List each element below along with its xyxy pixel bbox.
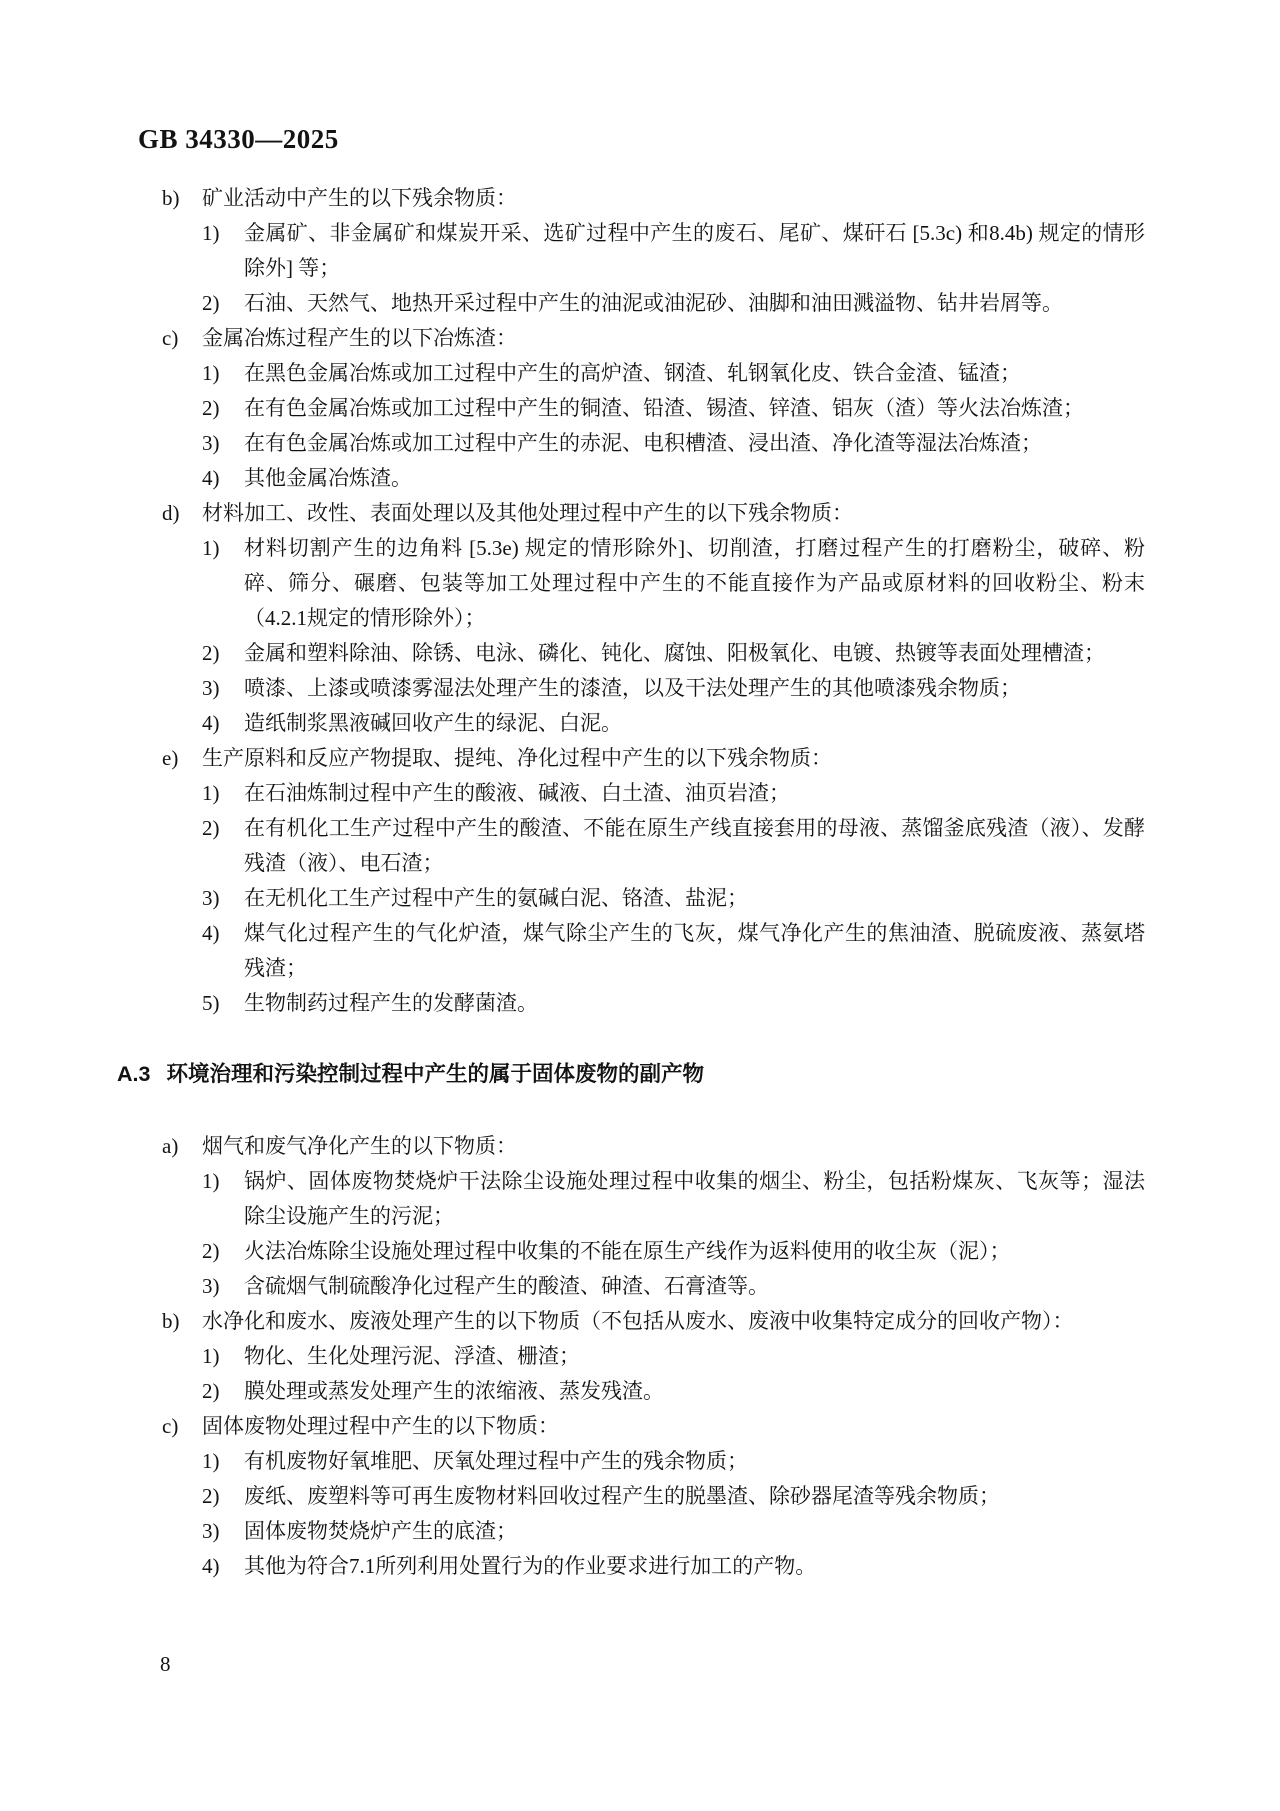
list-item-b (162, 181, 1145, 216)
list-item-c2 (162, 1409, 1145, 1444)
list-item-label: e) (162, 746, 179, 770)
subitem-label: 1) (202, 221, 220, 245)
list-subitem (202, 356, 1145, 391)
subitem-text: 金属和塑料除油、除锈、电泳、磷化、钝化、腐蚀、阳极氧化、电镀、热镀等表面处理槽渣； (244, 641, 1105, 665)
list-item-text: 固体废物处理过程中产生的以下物质： (202, 1414, 559, 1438)
list-item-text: 水净化和废水、废液处理产生的以下物质（不包括从废水、废液中收集特定成分的回收产物）： (202, 1309, 1074, 1333)
subitem-label: 4) (202, 711, 220, 735)
list-subitem (202, 426, 1145, 461)
list-subitem (202, 811, 1145, 881)
subitem-text: 锅炉、固体废物焚烧炉干法除尘设施处理过程中收集的烟尘、粉尘，包括粉煤灰、飞灰等；湿法除尘设施产生的污泥； (244, 1169, 1145, 1228)
subitem-label: 1) (202, 1169, 220, 1193)
subitem-text: 物化、生化处理污泥、浮渣、栅渣； (244, 1344, 580, 1368)
standard-number: GB 34330—2025 (138, 124, 339, 154)
list-subitem (202, 636, 1145, 671)
subitem-label: 2) (202, 1379, 220, 1403)
subitem-text: 有机废物好氧堆肥、厌氧处理过程中产生的残余物质； (244, 1449, 748, 1473)
list-subitem (202, 531, 1145, 636)
list-item-text: 矿业活动中产生的以下残余物质： (202, 186, 517, 210)
list-subitem (202, 776, 1145, 811)
subitem-text: 在有机化工生产过程中产生的酸渣、不能在原生产线直接套用的母液、蒸馏釜底残渣（液）、发酵残渣（液）、电石渣； (244, 816, 1145, 875)
subitem-label: 1) (202, 1449, 220, 1473)
list-subitem (202, 1164, 1145, 1234)
list-subitem (202, 1444, 1145, 1479)
list-subitem (202, 1234, 1145, 1269)
list-item-label: b) (162, 1309, 180, 1333)
subitem-text: 固体废物焚烧炉产生的底渣； (244, 1519, 517, 1543)
list-item-text: 生产原料和反应产物提取、提纯、净化过程中产生的以下残余物质： (202, 746, 832, 770)
list-subitem (202, 706, 1145, 741)
page-number: 8 (160, 1652, 171, 1676)
list-subitem (202, 1339, 1145, 1374)
list-item-label: d) (162, 501, 180, 525)
subitem-text: 生物制药过程产生的发酵菌渣。 (244, 991, 538, 1015)
list-subitem (202, 461, 1145, 496)
subitem-label: 1) (202, 361, 220, 385)
list-item-e (162, 741, 1145, 776)
subitem-text: 废纸、废塑料等可再生废物材料回收过程产生的脱墨渣、除砂器尾渣等残余物质； (244, 1484, 1000, 1508)
subitem-label: 2) (202, 291, 220, 315)
subitem-text: 金属矿、非金属矿和煤炭开采、选矿过程中产生的废石、尾矿、煤矸石 [5.3c) 和8.4b) 规定的情形除外] 等； (244, 221, 1146, 280)
list-item-a (162, 1129, 1145, 1164)
subitem-text: 其他金属冶炼渣。 (244, 466, 412, 490)
subitem-label: 3) (202, 1274, 220, 1298)
list-subitem (202, 1479, 1145, 1514)
subitem-label: 5) (202, 991, 220, 1015)
subitem-text: 造纸制浆黑液碱回收产生的绿泥、白泥。 (244, 711, 622, 735)
subitem-text: 在黑色金属冶炼或加工过程中产生的高炉渣、钢渣、轧钢氧化皮、铁合金渣、锰渣； (244, 361, 1021, 385)
list-item-b2 (162, 1304, 1145, 1339)
list-subitem (202, 1374, 1145, 1409)
list-item-c (162, 321, 1145, 356)
section-heading-label: A.3 (117, 1062, 151, 1086)
list-subitem (202, 391, 1145, 426)
subitem-label: 1) (202, 1344, 220, 1368)
subitem-text: 在石油炼制过程中产生的酸液、碱液、白土渣、油页岩渣； (244, 781, 790, 805)
list-item-label: c) (162, 1414, 179, 1438)
subitem-label: 3) (202, 431, 220, 455)
list-item-label: b) (162, 186, 180, 210)
subitem-text: 在无机化工生产过程中产生的氨碱白泥、铬渣、盐泥； (244, 886, 748, 910)
list-item-text: 金属冶炼过程产生的以下冶炼渣： (202, 326, 517, 350)
subitem-text: 在有色金属冶炼或加工过程中产生的赤泥、电积槽渣、浸出渣、净化渣等湿法冶炼渣； (244, 431, 1042, 455)
section-heading-a3 (117, 1059, 1145, 1089)
subitem-text: 煤气化过程产生的气化炉渣，煤气除尘产生的飞灰，煤气净化产生的焦油渣、脱硫废液、蒸氨塔残渣； (244, 921, 1145, 980)
subitem-text: 喷漆、上漆或喷漆雾湿法处理产生的漆渣，以及干法处理产生的其他喷漆残余物质； (244, 676, 1021, 700)
subitem-label: 2) (202, 1484, 220, 1508)
list-item-d (162, 496, 1145, 531)
subitem-text: 其他为符合7.1所列利用处置行为的作业要求进行加工的产物。 (244, 1554, 817, 1578)
list-subitem (202, 286, 1145, 321)
subitem-label: 3) (202, 886, 220, 910)
subitem-text: 在有色金属冶炼或加工过程中产生的铜渣、铅渣、锡渣、锌渣、铝灰（渣）等火法冶炼渣； (244, 396, 1084, 420)
list-subitem (202, 881, 1145, 916)
list-subitem (202, 986, 1145, 1021)
list-subitem (202, 671, 1145, 706)
list-item-text: 材料加工、改性、表面处理以及其他处理过程中产生的以下残余物质： (202, 501, 853, 525)
subitem-text: 石油、天然气、地热开采过程中产生的油泥或油泥砂、油脚和油田溅溢物、钻井岩屑等。 (244, 291, 1063, 315)
list-item-label: a) (162, 1134, 179, 1158)
subitem-label: 2) (202, 396, 220, 420)
list-subitem (202, 216, 1145, 286)
subitem-text: 含硫烟气制硫酸净化过程产生的酸渣、砷渣、石膏渣等。 (244, 1274, 769, 1298)
list-item-label: c) (162, 326, 179, 350)
list-item-text: 烟气和废气净化产生的以下物质： (202, 1134, 517, 1158)
list-subitem (202, 1514, 1145, 1549)
subitem-label: 2) (202, 1239, 220, 1263)
subitem-text: 火法冶炼除尘设施处理过程中收集的不能在原生产线作为返料使用的收尘灰（泥）； (244, 1239, 1011, 1263)
list-subitem (202, 1269, 1145, 1304)
page-content (117, 181, 1145, 1584)
subitem-label: 2) (202, 816, 220, 840)
subitem-label: 1) (202, 781, 220, 805)
subitem-label: 2) (202, 641, 220, 665)
subitem-label: 4) (202, 466, 220, 490)
list-subitem (202, 916, 1145, 986)
subitem-label: 4) (202, 921, 220, 945)
subitem-label: 4) (202, 1554, 220, 1578)
subitem-label: 3) (202, 676, 220, 700)
section-heading-title: 环境治理和污染控制过程中产生的属于固体废物的副产物 (166, 1062, 704, 1086)
list-subitem (202, 1549, 1145, 1584)
subitem-text: 膜处理或蒸发处理产生的浓缩液、蒸发残渣。 (244, 1379, 664, 1403)
subitem-label: 1) (202, 536, 220, 560)
subitem-label: 3) (202, 1519, 220, 1543)
subitem-text: 材料切割产生的边角料 [5.3e) 规定的情形除外]、切削渣，打磨过程产生的打磨粉尘，破碎、粉碎、筛分、碾磨、包装等加工处理过程中产生的不能直接作为产品或原材料的回收粉尘、粉末（4.2.1规定的情形除外）； (244, 536, 1145, 630)
